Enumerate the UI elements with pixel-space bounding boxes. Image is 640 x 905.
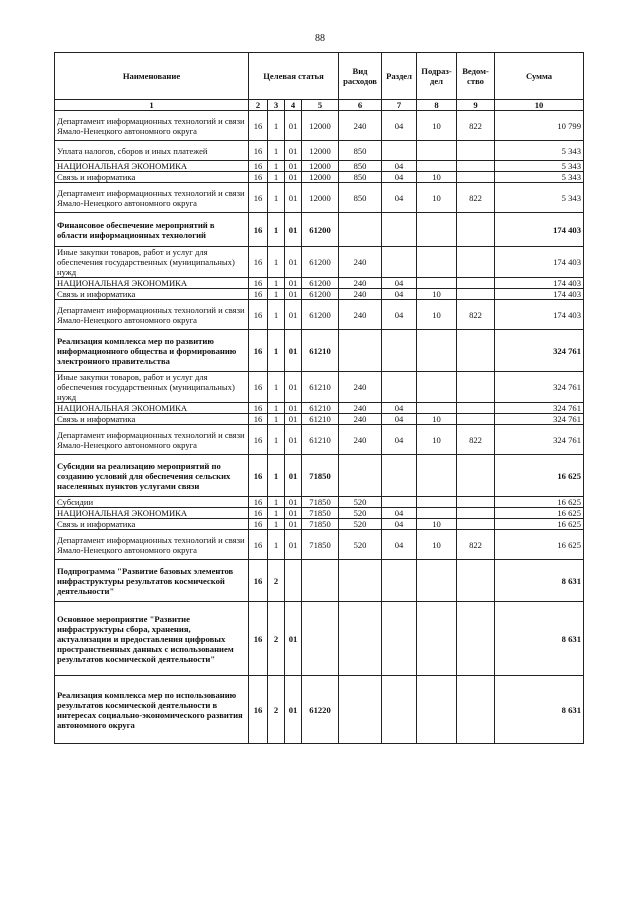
target-code-1: 16 xyxy=(249,289,268,300)
department-cell xyxy=(457,247,495,278)
target-code-4: 61200 xyxy=(302,300,339,330)
table-row xyxy=(55,403,584,414)
target-code-1: 16 xyxy=(249,213,268,247)
expense-type-cell: 240 xyxy=(339,278,382,289)
row-name: НАЦИОНАЛЬНАЯ ЭКОНОМИКА xyxy=(55,508,249,519)
target-code-1: 16 xyxy=(249,161,268,172)
section-cell xyxy=(382,497,417,508)
sum-cell: 174 403 xyxy=(495,213,584,247)
section-cell xyxy=(382,455,417,497)
target-code-4: 61200 xyxy=(302,278,339,289)
sum-cell: 174 403 xyxy=(495,289,584,300)
section-cell: 04 xyxy=(382,278,417,289)
header-number: 9 xyxy=(457,100,495,111)
header-target: Целевая статья xyxy=(249,53,339,100)
target-code-4: 61220 xyxy=(302,676,339,744)
target-code-1: 16 xyxy=(249,403,268,414)
expense-type-cell: 240 xyxy=(339,403,382,414)
department-cell xyxy=(457,519,495,530)
header-department: Ведом-ство xyxy=(457,53,495,100)
department-cell: 822 xyxy=(457,300,495,330)
target-code-2: 1 xyxy=(268,278,285,289)
target-code-1: 16 xyxy=(249,414,268,425)
table-row xyxy=(55,330,584,372)
expense-type-cell: 240 xyxy=(339,300,382,330)
header-subsection: Подраз-дел xyxy=(417,53,457,100)
table-row xyxy=(55,183,584,213)
subsection-cell: 10 xyxy=(417,172,457,183)
section-cell: 04 xyxy=(382,111,417,141)
target-code-4: 71850 xyxy=(302,497,339,508)
row-name: Связь и информатика xyxy=(55,289,249,300)
target-code-2: 1 xyxy=(268,455,285,497)
header-sum: Сумма xyxy=(495,53,584,100)
target-code-1: 16 xyxy=(249,141,268,161)
target-code-4 xyxy=(302,602,339,676)
target-code-2: 1 xyxy=(268,172,285,183)
expense-type-cell: 520 xyxy=(339,530,382,560)
header-number: 5 xyxy=(302,100,339,111)
target-code-3: 01 xyxy=(285,519,302,530)
target-code-1: 16 xyxy=(249,497,268,508)
target-code-4: 71850 xyxy=(302,519,339,530)
target-code-3: 01 xyxy=(285,247,302,278)
section-cell: 04 xyxy=(382,530,417,560)
sum-cell: 5 343 xyxy=(495,172,584,183)
subsection-cell xyxy=(417,676,457,744)
department-cell xyxy=(457,141,495,161)
expense-type-cell: 240 xyxy=(339,414,382,425)
target-code-2: 1 xyxy=(268,300,285,330)
department-cell xyxy=(457,508,495,519)
department-cell xyxy=(457,602,495,676)
target-code-2: 2 xyxy=(268,560,285,602)
department-cell xyxy=(457,560,495,602)
sum-cell: 174 403 xyxy=(495,300,584,330)
target-code-1: 16 xyxy=(249,425,268,455)
header-section: Раздел xyxy=(382,53,417,100)
target-code-3: 01 xyxy=(285,289,302,300)
row-name: Уплата налогов, сборов и иных платежей xyxy=(55,141,249,161)
department-cell xyxy=(457,161,495,172)
row-name: НАЦИОНАЛЬНАЯ ЭКОНОМИКА xyxy=(55,278,249,289)
department-cell xyxy=(457,213,495,247)
target-code-4: 61200 xyxy=(302,247,339,278)
expense-type-cell: 240 xyxy=(339,425,382,455)
subsection-cell: 10 xyxy=(417,183,457,213)
target-code-3: 01 xyxy=(285,111,302,141)
subsection-cell xyxy=(417,403,457,414)
target-code-3: 01 xyxy=(285,183,302,213)
expense-type-cell xyxy=(339,455,382,497)
target-code-3: 01 xyxy=(285,497,302,508)
target-code-1: 16 xyxy=(249,111,268,141)
header-row xyxy=(55,53,584,100)
target-code-1: 16 xyxy=(249,372,268,403)
target-code-1: 16 xyxy=(249,455,268,497)
target-code-3: 01 xyxy=(285,530,302,560)
section-cell xyxy=(382,330,417,372)
table-row xyxy=(55,289,584,300)
target-code-3: 01 xyxy=(285,330,302,372)
subsection-cell xyxy=(417,278,457,289)
target-code-2: 1 xyxy=(268,161,285,172)
target-code-1: 16 xyxy=(249,519,268,530)
target-code-4: 12000 xyxy=(302,161,339,172)
target-code-2: 1 xyxy=(268,519,285,530)
table-row xyxy=(55,508,584,519)
sum-cell: 5 343 xyxy=(495,161,584,172)
target-code-2: 2 xyxy=(268,676,285,744)
header-number: 8 xyxy=(417,100,457,111)
expense-type-cell: 520 xyxy=(339,497,382,508)
sum-cell: 5 343 xyxy=(495,183,584,213)
department-cell xyxy=(457,330,495,372)
target-code-4: 61210 xyxy=(302,425,339,455)
target-code-4: 61200 xyxy=(302,213,339,247)
header-number-row xyxy=(55,100,584,111)
table-row xyxy=(55,414,584,425)
target-code-4: 71850 xyxy=(302,530,339,560)
department-cell xyxy=(457,497,495,508)
expense-type-cell xyxy=(339,330,382,372)
header-number: 3 xyxy=(268,100,285,111)
department-cell xyxy=(457,278,495,289)
section-cell xyxy=(382,676,417,744)
row-name: Департамент информационных технологий и связи Ямало-Ненецкого автономного округа xyxy=(55,530,249,560)
expense-type-cell xyxy=(339,560,382,602)
section-cell: 04 xyxy=(382,161,417,172)
department-cell xyxy=(457,172,495,183)
subsection-cell: 10 xyxy=(417,289,457,300)
target-code-1: 16 xyxy=(249,300,268,330)
subsection-cell xyxy=(417,602,457,676)
row-name: Департамент информационных технологий и связи Ямало-Ненецкого автономного округа xyxy=(55,183,249,213)
target-code-3: 01 xyxy=(285,508,302,519)
target-code-2: 1 xyxy=(268,141,285,161)
row-name: Иные закупки товаров, работ и услуг для обеспечения государственных (муниципальных) нужд xyxy=(55,372,249,403)
expense-type-cell: 240 xyxy=(339,111,382,141)
header-number: 7 xyxy=(382,100,417,111)
section-cell: 04 xyxy=(382,519,417,530)
section-cell: 04 xyxy=(382,289,417,300)
target-code-1: 16 xyxy=(249,676,268,744)
target-code-1: 16 xyxy=(249,247,268,278)
table-row xyxy=(55,172,584,183)
section-cell: 04 xyxy=(382,414,417,425)
section-cell: 04 xyxy=(382,183,417,213)
header-number: 6 xyxy=(339,100,382,111)
expense-type-cell xyxy=(339,213,382,247)
table-row xyxy=(55,247,584,278)
department-cell xyxy=(457,372,495,403)
row-name: Связь и информатика xyxy=(55,172,249,183)
target-code-1: 16 xyxy=(249,508,268,519)
target-code-4: 12000 xyxy=(302,172,339,183)
target-code-1: 16 xyxy=(249,530,268,560)
department-cell: 822 xyxy=(457,183,495,213)
target-code-3 xyxy=(285,560,302,602)
target-code-2: 1 xyxy=(268,530,285,560)
target-code-3: 01 xyxy=(285,278,302,289)
expense-type-cell: 850 xyxy=(339,172,382,183)
target-code-1: 16 xyxy=(249,183,268,213)
table-row xyxy=(55,141,584,161)
sum-cell: 174 403 xyxy=(495,247,584,278)
table-row xyxy=(55,602,584,676)
expense-type-cell: 240 xyxy=(339,289,382,300)
target-code-3: 01 xyxy=(285,372,302,403)
department-cell xyxy=(457,676,495,744)
expense-type-cell: 850 xyxy=(339,161,382,172)
target-code-3: 01 xyxy=(285,455,302,497)
target-code-4 xyxy=(302,560,339,602)
expense-type-cell xyxy=(339,676,382,744)
expense-type-cell: 850 xyxy=(339,183,382,213)
target-code-2: 1 xyxy=(268,289,285,300)
table-row xyxy=(55,497,584,508)
sum-cell: 8 631 xyxy=(495,602,584,676)
row-name: Финансовое обеспечение мероприятий в области информационных технологий xyxy=(55,213,249,247)
section-cell: 04 xyxy=(382,300,417,330)
sum-cell: 16 625 xyxy=(495,497,584,508)
target-code-3: 01 xyxy=(285,300,302,330)
department-cell xyxy=(457,414,495,425)
department-cell: 822 xyxy=(457,111,495,141)
expense-type-cell: 240 xyxy=(339,247,382,278)
target-code-2: 1 xyxy=(268,247,285,278)
row-name: Реализация комплекса мер по использованию результатов космической деятельности в интересах социально-экономического развития автономного округа xyxy=(55,676,249,744)
department-cell xyxy=(457,455,495,497)
department-cell xyxy=(457,403,495,414)
section-cell xyxy=(382,602,417,676)
table-row xyxy=(55,213,584,247)
row-name: НАЦИОНАЛЬНАЯ ЭКОНОМИКА xyxy=(55,403,249,414)
subsection-cell xyxy=(417,508,457,519)
department-cell xyxy=(457,289,495,300)
target-code-2: 1 xyxy=(268,508,285,519)
target-code-3: 01 xyxy=(285,602,302,676)
row-name: Департамент информационных технологий и связи Ямало-Ненецкого автономного округа xyxy=(55,111,249,141)
sum-cell: 5 343 xyxy=(495,141,584,161)
section-cell: 04 xyxy=(382,172,417,183)
header-number: 10 xyxy=(495,100,584,111)
sum-cell: 16 625 xyxy=(495,519,584,530)
target-code-4: 61200 xyxy=(302,289,339,300)
target-code-3: 01 xyxy=(285,676,302,744)
target-code-4: 12000 xyxy=(302,141,339,161)
target-code-4: 71850 xyxy=(302,455,339,497)
subsection-cell xyxy=(417,372,457,403)
target-code-4: 12000 xyxy=(302,183,339,213)
sum-cell: 16 625 xyxy=(495,508,584,519)
subsection-cell xyxy=(417,141,457,161)
target-code-4: 61210 xyxy=(302,330,339,372)
row-name: Связь и информатика xyxy=(55,414,249,425)
section-cell: 04 xyxy=(382,403,417,414)
row-name: Субсидии на реализацию мероприятий по созданию условий для обеспечения сельских населенных пунктов услугами связи xyxy=(55,455,249,497)
subsection-cell xyxy=(417,247,457,278)
target-code-2: 1 xyxy=(268,330,285,372)
target-code-2: 1 xyxy=(268,213,285,247)
sum-cell: 324 761 xyxy=(495,372,584,403)
section-cell xyxy=(382,141,417,161)
sum-cell: 324 761 xyxy=(495,403,584,414)
expense-type-cell: 850 xyxy=(339,141,382,161)
department-cell: 822 xyxy=(457,530,495,560)
row-name: Субсидии xyxy=(55,497,249,508)
page-number: 88 xyxy=(315,33,325,44)
table-row xyxy=(55,425,584,455)
section-cell xyxy=(382,560,417,602)
sum-cell: 324 761 xyxy=(495,330,584,372)
target-code-1: 16 xyxy=(249,602,268,676)
target-code-2: 1 xyxy=(268,425,285,455)
row-name: Подпрограмма "Развитие базовых элементов инфраструктуры результатов космической деятельности" xyxy=(55,560,249,602)
expense-type-cell xyxy=(339,602,382,676)
target-code-1: 16 xyxy=(249,330,268,372)
subsection-cell xyxy=(417,213,457,247)
table-row xyxy=(55,560,584,602)
target-code-1: 16 xyxy=(249,172,268,183)
sum-cell: 16 625 xyxy=(495,455,584,497)
expense-type-cell: 520 xyxy=(339,508,382,519)
header-number: 4 xyxy=(285,100,302,111)
target-code-2: 1 xyxy=(268,414,285,425)
subsection-cell xyxy=(417,497,457,508)
table-row xyxy=(55,455,584,497)
target-code-2: 1 xyxy=(268,403,285,414)
subsection-cell xyxy=(417,330,457,372)
row-name: НАЦИОНАЛЬНАЯ ЭКОНОМИКА xyxy=(55,161,249,172)
target-code-3: 01 xyxy=(285,161,302,172)
table-row xyxy=(55,519,584,530)
target-code-4: 61210 xyxy=(302,372,339,403)
target-code-4: 12000 xyxy=(302,111,339,141)
subsection-cell: 10 xyxy=(417,425,457,455)
subsection-cell: 10 xyxy=(417,530,457,560)
table-row xyxy=(55,300,584,330)
header-name: Наименование xyxy=(55,53,249,100)
row-name: Связь и информатика xyxy=(55,519,249,530)
budget-table xyxy=(54,52,584,744)
subsection-cell xyxy=(417,455,457,497)
row-name: Департамент информационных технологий и связи Ямало-Ненецкого автономного округа xyxy=(55,300,249,330)
target-code-4: 71850 xyxy=(302,508,339,519)
target-code-2: 1 xyxy=(268,497,285,508)
section-cell xyxy=(382,372,417,403)
table-row xyxy=(55,530,584,560)
row-name: Основное мероприятие "Развитие инфраструктуры сбора, хранения, актуализации и предоставления цифровых пространственных данных с использованием результатов космической деятельности" xyxy=(55,602,249,676)
sum-cell: 10 799 xyxy=(495,111,584,141)
expense-type-cell: 240 xyxy=(339,372,382,403)
table-row xyxy=(55,278,584,289)
sum-cell: 8 631 xyxy=(495,676,584,744)
sum-cell: 174 403 xyxy=(495,278,584,289)
target-code-3: 01 xyxy=(285,141,302,161)
section-cell xyxy=(382,247,417,278)
header-expense-type: Вид расходов xyxy=(339,53,382,100)
header-number: 2 xyxy=(249,100,268,111)
table-row xyxy=(55,676,584,744)
target-code-3: 01 xyxy=(285,403,302,414)
target-code-3: 01 xyxy=(285,414,302,425)
sum-cell: 324 761 xyxy=(495,425,584,455)
target-code-1: 16 xyxy=(249,278,268,289)
sum-cell: 8 631 xyxy=(495,560,584,602)
target-code-3: 01 xyxy=(285,425,302,455)
subsection-cell xyxy=(417,560,457,602)
row-name: Департамент информационных технологий и связи Ямало-Ненецкого автономного округа xyxy=(55,425,249,455)
section-cell xyxy=(382,213,417,247)
row-name: Иные закупки товаров, работ и услуг для обеспечения государственных (муниципальных) нужд xyxy=(55,247,249,278)
target-code-1: 16 xyxy=(249,560,268,602)
table-body xyxy=(55,111,584,744)
target-code-4: 61210 xyxy=(302,414,339,425)
row-name: Реализация комплекса мер по развитию информационного общества и формированию электронного правительства xyxy=(55,330,249,372)
target-code-3: 01 xyxy=(285,213,302,247)
sum-cell: 324 761 xyxy=(495,414,584,425)
table-row xyxy=(55,161,584,172)
subsection-cell: 10 xyxy=(417,519,457,530)
subsection-cell: 10 xyxy=(417,414,457,425)
target-code-2: 1 xyxy=(268,183,285,213)
department-cell: 822 xyxy=(457,425,495,455)
section-cell: 04 xyxy=(382,425,417,455)
table-row xyxy=(55,111,584,141)
target-code-2: 1 xyxy=(268,372,285,403)
target-code-4: 61210 xyxy=(302,403,339,414)
sum-cell: 16 625 xyxy=(495,530,584,560)
header-number: 1 xyxy=(55,100,249,111)
subsection-cell: 10 xyxy=(417,111,457,141)
expense-type-cell: 520 xyxy=(339,519,382,530)
table-row xyxy=(55,372,584,403)
target-code-3: 01 xyxy=(285,172,302,183)
subsection-cell: 10 xyxy=(417,300,457,330)
subsection-cell xyxy=(417,161,457,172)
section-cell: 04 xyxy=(382,508,417,519)
target-code-2: 2 xyxy=(268,602,285,676)
target-code-2: 1 xyxy=(268,111,285,141)
